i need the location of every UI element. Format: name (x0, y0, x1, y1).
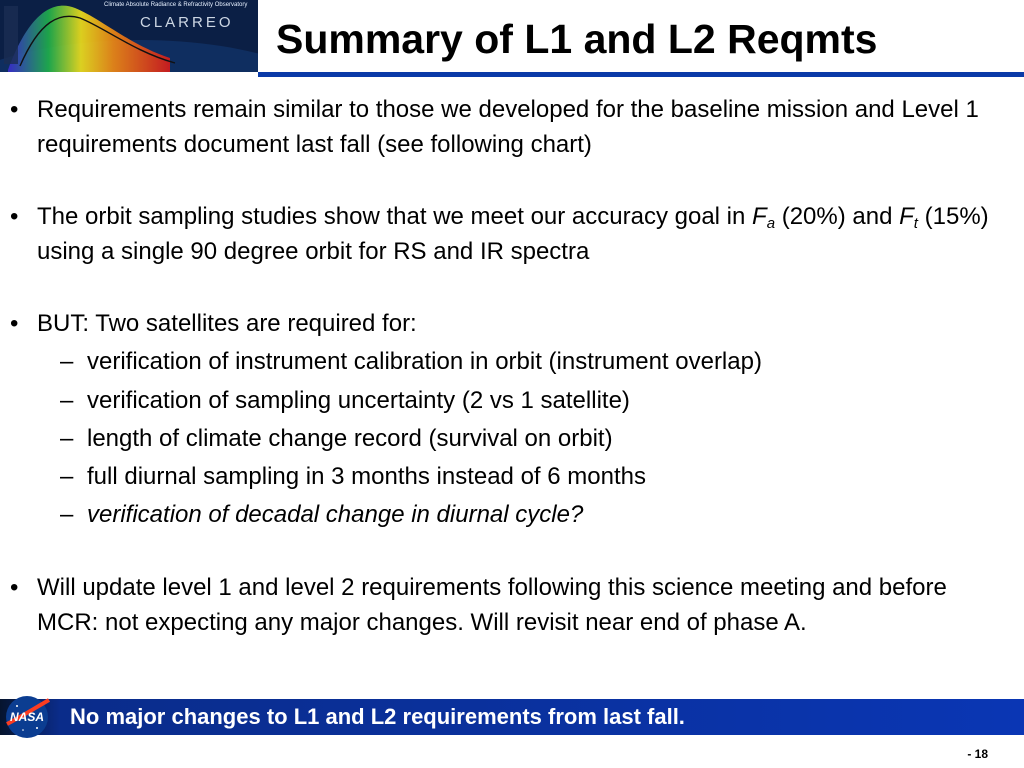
dash-marker: – (60, 463, 74, 490)
bullet-marker: • (10, 203, 19, 230)
dash-marker: – (60, 387, 74, 414)
slide-header (0, 0, 1024, 78)
bullet-text-part: (15%) using a single 90 degree orbit for RS and IR spectra (37, 203, 989, 265)
bullet-text: BUT: Two satellites are required for: (37, 310, 417, 337)
dash-marker: – (60, 425, 74, 452)
dash-marker: – (60, 501, 74, 528)
bullet-marker: • (10, 96, 19, 123)
bullet-text: Will update level 1 and level 2 requirements following this science meeting and before MCR: not expecting any major changes. Will revisit near end of phase A. (37, 574, 947, 636)
bullet-text-part: (20%) and (775, 203, 900, 230)
page-number: - 18 (967, 747, 988, 761)
header-divider (258, 72, 1024, 77)
bullet-marker: • (10, 310, 19, 337)
sub-item-text: length of climate change record (survival on orbit) (87, 425, 613, 452)
clarreo-logo: CLARREO (140, 14, 234, 31)
earth-spectrum-graphic (0, 0, 258, 72)
bullet-text (37, 199, 1012, 269)
ft-symbol: F (899, 203, 914, 230)
fa-subscript: a (766, 215, 776, 232)
fa-symbol: F (752, 203, 767, 230)
clarreo-banner-image (0, 0, 258, 72)
bullet-text-part: The orbit sampling studies show that we meet our accuracy goal in (37, 203, 753, 230)
bullet-text: Requirements remain similar to those we developed for the baseline mission and Level 1 requirements document last fall (see following chart) (37, 96, 979, 158)
nasa-logo-icon (3, 694, 51, 740)
nasa-logo-text: NASA (9, 710, 45, 724)
sub-item-text: verification of instrument calibration in orbit (instrument overlap) (87, 348, 762, 375)
footer-message: No major changes to L1 and L2 requirements from last fall. (70, 704, 685, 729)
slide-title: Summary of L1 and L2 Reqmts (276, 16, 878, 62)
sub-item-text: full diurnal sampling in 3 months instead of 6 months (87, 463, 646, 490)
sub-item-text: verification of sampling uncertainty (2 vs 1 satellite) (87, 387, 630, 414)
dash-marker: – (60, 348, 74, 375)
sub-item-text: verification of decadal change in diurnal cycle? (87, 501, 584, 528)
bullet-marker: • (10, 574, 19, 601)
ft-subscript: t (913, 215, 918, 232)
banner-tagline: Climate Absolute Radiance & Refractivity Observatory (104, 2, 248, 8)
